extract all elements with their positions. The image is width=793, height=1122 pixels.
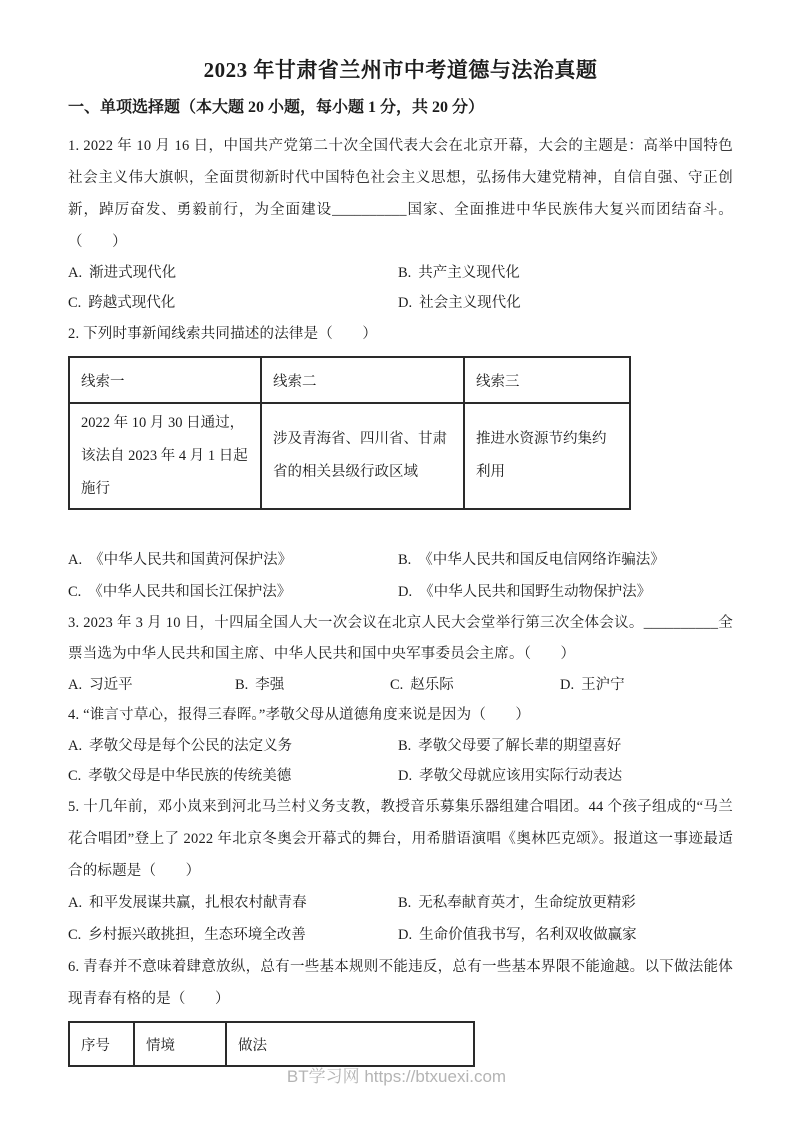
option-text: 习近平 — [89, 677, 133, 693]
option-letter: A. — [68, 895, 83, 911]
option-letter: C. — [68, 584, 82, 600]
options-row — [68, 544, 733, 576]
question-1-stem: 1. 2022 年 10 月 16 日，中国共产党第二十次全国代表大会在北京开幕，大会的主题是：高举中国特色社会主义伟大旗帜，全面贯彻新时代中国特色社会主义思想，弘扬伟大建党精神，自信自强、守正创新，踔厉奋发、勇毅前行，为全面建设__________国家、全面推进中华民族伟大复兴而团结奋斗。（ ） — [68, 138, 733, 250]
question-5-options — [68, 887, 733, 951]
watermark-footer: BT学习网 https://btxuexi.com — [286, 1067, 507, 1086]
option-d — [398, 576, 733, 608]
option-letter: B. — [235, 677, 249, 693]
option-text: 孝敬父母是每个公民的法定义务 — [89, 738, 293, 754]
clues-table-cell: 推进水资源节约集约利用 — [464, 403, 630, 509]
option-c — [68, 288, 398, 318]
clues-table-header-cell: 线索一 — [69, 357, 261, 403]
question-4-stem: 4. “谁言寸草心，报得三春晖。”孝敬父母从道德角度来说是因为（ ） — [68, 707, 531, 723]
scenario-table-header-cell: 序号 — [69, 1022, 134, 1066]
option-text: 孝敬父母就应该用实际行动表达 — [419, 768, 623, 784]
scenario-table-header-row — [69, 1022, 474, 1066]
scenario-table-header-cell: 做法 — [226, 1022, 474, 1066]
option-letter: A. — [68, 265, 83, 281]
option-text: 李强 — [255, 677, 285, 693]
option-letter: D. — [398, 768, 413, 784]
clues-table-body-row — [69, 403, 630, 509]
option-text: 《中华人民共和国黄河保护法》 — [89, 552, 293, 568]
option-text: 《中华人民共和国长江保护法》 — [88, 584, 292, 600]
option-text: 无私奉献育英才，生命绽放更精彩 — [418, 895, 636, 911]
options-row — [68, 258, 733, 288]
option-letter: C. — [390, 677, 404, 693]
options-row — [68, 887, 733, 919]
option-letter: D. — [398, 927, 413, 943]
option-b — [398, 887, 733, 919]
options-row — [68, 576, 733, 608]
options-row — [68, 288, 733, 318]
option-text: 渐进式现代化 — [89, 265, 177, 281]
option-letter: A. — [68, 677, 83, 693]
option-a — [68, 731, 398, 761]
question-6-stem: 6. 青春并不意味着肆意放纵，总有一些基本规则不能违反，总有一些基本界限不能逾越。以下做法能体现青春有格的是（ ） — [68, 959, 733, 1007]
option-text: 共产主义现代化 — [418, 265, 520, 281]
option-text: 跨越式现代化 — [88, 295, 176, 311]
option-a — [68, 544, 398, 576]
option-letter: B. — [398, 738, 412, 754]
clues-table — [68, 356, 631, 510]
option-text: 孝敬父母是中华民族的传统美德 — [88, 768, 292, 784]
option-text: 王沪宁 — [581, 677, 625, 693]
option-d — [398, 761, 733, 791]
question-4-options — [68, 731, 733, 791]
option-b — [398, 731, 733, 761]
option-letter: A. — [68, 552, 83, 568]
option-c — [390, 670, 560, 700]
option-letter: C. — [68, 768, 82, 784]
question-3-stem: 3. 2023 年 3 月 10 日，十四届全国人大一次会议在北京人民大会堂举行第三次全体会议。__________全票当选为中华人民共和国主席、中华人民共和国中央军事委员会主席。（ ） — [68, 615, 733, 662]
option-d — [398, 288, 733, 318]
option-c — [68, 761, 398, 791]
question-3-options — [68, 670, 733, 700]
question-2-options — [68, 544, 733, 608]
option-text: 社会主义现代化 — [419, 295, 521, 311]
section-heading: 一、单项选择题（本大题 20 小题，每小题 1 分，共 20 分） — [68, 99, 485, 116]
option-c — [68, 576, 398, 608]
option-b — [398, 258, 733, 288]
scenario-table — [68, 1021, 475, 1067]
option-letter: B. — [398, 265, 412, 281]
option-text: 和平发展谋共赢，扎根农村献青春 — [89, 895, 307, 911]
option-text: 孝敬父母要了解长辈的期望喜好 — [418, 738, 622, 754]
option-text: 《中华人民共和国反电信网络诈骗法》 — [418, 552, 665, 568]
option-a — [68, 887, 398, 919]
option-letter: B. — [398, 895, 412, 911]
question-2-stem: 2. 下列时事新闻线索共同描述的法律是（ ） — [68, 326, 378, 342]
scenario-table-header-cell: 情境 — [134, 1022, 226, 1066]
clues-table-header-cell: 线索三 — [464, 357, 630, 403]
options-row — [68, 761, 733, 791]
option-text: 乡村振兴敢挑担，生态环境全改善 — [88, 927, 306, 943]
option-letter: D. — [560, 677, 575, 693]
clues-table-cell: 涉及青海省、四川省、甘肃省的相关县级行政区域 — [261, 403, 464, 509]
clues-table-header-cell: 线索二 — [261, 357, 464, 403]
option-letter: B. — [398, 552, 412, 568]
clues-table-cell: 2022 年 10 月 30 日通过，该法自 2023 年 4 月 1 日起施行 — [69, 403, 261, 509]
question-5-stem: 5. 十几年前，邓小岚来到河北马兰村义务支教，教授音乐募集乐器组建合唱团。44 个孩子组成的“马兰花合唱团”登上了 2022 年北京冬奥会开幕式的舞台，用希腊语演唱《奥林匹克颂》。报道这一事迹最适合的标题是（ ） — [68, 799, 733, 879]
document-title: 2023 年甘肃省兰州市中考道德与法治真题 — [203, 58, 598, 82]
options-row — [68, 919, 733, 951]
option-text: 赵乐际 — [410, 677, 454, 693]
option-text: 《中华人民共和国野生动物保护法》 — [419, 584, 652, 600]
option-a — [68, 258, 398, 288]
option-text: 生命价值我书写，名利双收做赢家 — [419, 927, 637, 943]
question-1-options — [68, 258, 733, 318]
option-b — [235, 670, 390, 700]
option-a — [68, 670, 235, 700]
option-d — [398, 919, 733, 951]
option-d — [560, 670, 733, 700]
option-letter: C. — [68, 927, 82, 943]
options-row — [68, 731, 733, 761]
option-b — [398, 544, 733, 576]
option-letter: D. — [398, 584, 413, 600]
option-letter: D. — [398, 295, 413, 311]
option-c — [68, 919, 398, 951]
option-letter: A. — [68, 738, 83, 754]
option-letter: C. — [68, 295, 82, 311]
clues-table-header-row — [69, 357, 630, 403]
